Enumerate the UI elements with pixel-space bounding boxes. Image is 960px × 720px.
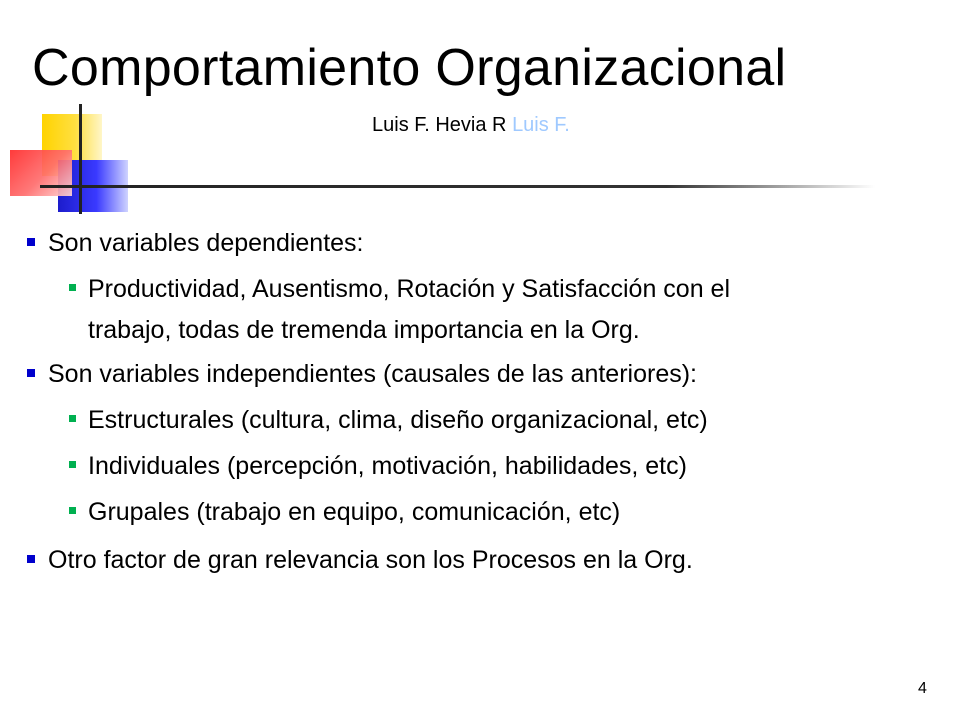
square-bullet-icon [27, 238, 35, 246]
page-number: 4 [918, 680, 927, 697]
sub-bullet-item: Individuales (percepción, motivación, habilidades, etc) [56, 449, 687, 483]
bullet-item: Son variables dependientes: [14, 226, 364, 260]
bullet-item: Otro factor de gran relevancia son los Procesos en la Org. [14, 543, 693, 577]
bullet-item: Son variables independientes (causales de las anteriores): [14, 357, 697, 391]
square-bullet-icon [69, 284, 76, 291]
square-bullet-icon [27, 369, 35, 377]
sub-bullet-item: Grupales (trabajo en equipo, comunicación, etc) [56, 495, 620, 529]
slide-title: Comportamiento Organizacional [32, 39, 787, 97]
square-bullet-icon [27, 555, 35, 563]
sub-bullet-item: Productividad, Ausentismo, Rotación y Satisfacción con el [56, 272, 730, 306]
sub-bullet-continuation: trabajo, todas de tremenda importancia en la Org. [88, 316, 640, 344]
square-bullet-icon [69, 461, 76, 468]
square-bullet-icon [69, 507, 76, 514]
author-link[interactable]: Luis F. [512, 114, 570, 136]
author-name: Luis F. Hevia R [372, 114, 507, 136]
square-bullet-icon [69, 415, 76, 422]
sub-bullet-item: Estructurales (cultura, clima, diseño organizacional, etc) [56, 403, 708, 437]
